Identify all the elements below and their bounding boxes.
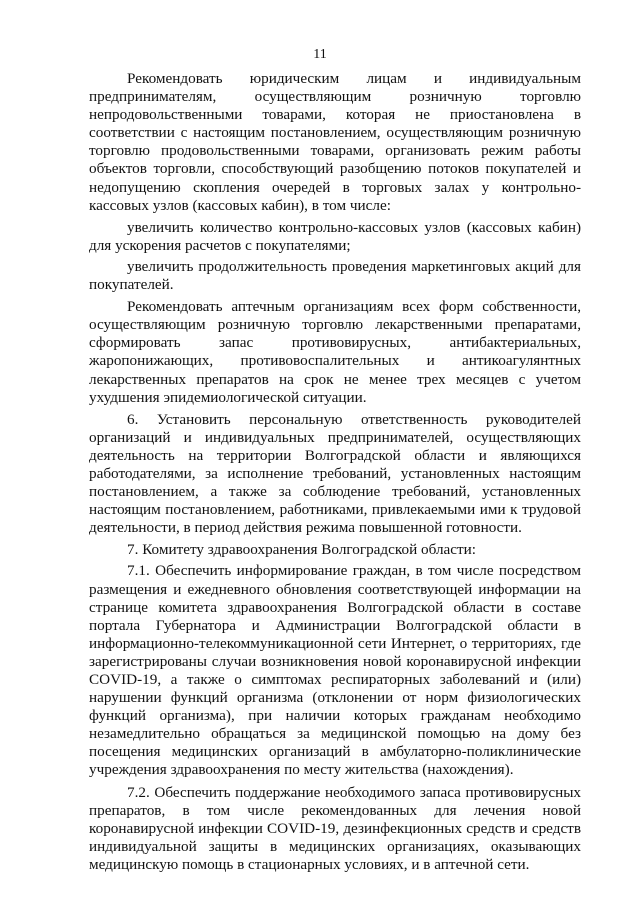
paragraph-section-7-2: 7.2. Обеспечить поддержание необходимого запаса противовирусных препаратов, в том числе рекомендованных для лечения новой коронавирусной инфекции COVID-19, дезинфекционных средств и средств индивидуальной защиты в медицинских организациях, оказывающих медицинскую помощь в стационарных условиях, и в аптечной сети. [89,783,581,873]
page-number: 11 [313,47,327,62]
paragraph-section-7: 7. Комитету здравоохранения Волгоградской области: [127,541,476,559]
paragraph-retail-recommendation: Рекомендовать юридическим лицам и индивидуальным предпринимателям, осуществляющим розничную торговлю непродовольственными товарами, которая не приостановлена в соответствии с настоящим постановлением, осуществляющим розничную торговлю продовольственными товарами, организовать режим работы объектов торговли, способствующий разобщению потоков покупателей и недопущению скопления очередей в торговых залах у контрольно-кассовых узлов (кассовых кабин), в том числе: [89,70,581,214]
document-body [89,70,581,878]
paragraph-pharmacy-recommendation: Рекомендовать аптечным организациям всех форм собственности, осуществляющим розничную торговлю лекарственными препаратами, сформировать запас противовирусных, антибактериальных, жаропонижающих, противовоспалительных и антикоагулянтных лекарственных препаратов на срок не менее трех месяцев с учетом ухудшения эпидемиологической ситуации. [89,298,581,406]
list-item-increase-checkouts: увеличить количество контрольно-кассовых узлов (кассовых кабин) для ускорения расчетов с покупателями; [89,218,581,254]
list-item-extend-promotions: увеличить продолжительность проведения маркетинговых акций для покупателей. [89,257,581,294]
paragraph-section-7-1: 7.1. Обеспечить информирование граждан, в том числе посредством размещения и ежедневного обновления соответствующей информации на странице комитета здравоохранения Волгоградской области в составе портала Губернатора и Администрации Волгоградской области в информационно-телекоммуникационной сети Интернет, о территориях, где зарегистрированы случаи возникновения новой коронавирусной инфекции COVID-19, а также о симптомах респираторных заболеваний и (или) нарушении функций организма (отклонении от норм физиологических функций организма), при наличии которых гражданам необходимо незамедлительно обращаться за медицинской помощью на дому без посещения медицинских организаций в амбулаторно-поликлинические учреждения здравоохранения по месту жительства (нахождения). [89,562,581,779]
paragraph-section-6: 6. Установить персональную ответственность руководителей организаций и индивидуальных предпринимателей, осуществляющих деятельность на территории Волгоградской области и являющихся работодателями, за исполнение требований, установленных настоящим постановлением, а также за соблюдение требований, установленных настоящим постановлением, работниками, привлекаемыми ими к трудовой деятельности, в период действия режима повышенной готовности. [89,410,581,537]
